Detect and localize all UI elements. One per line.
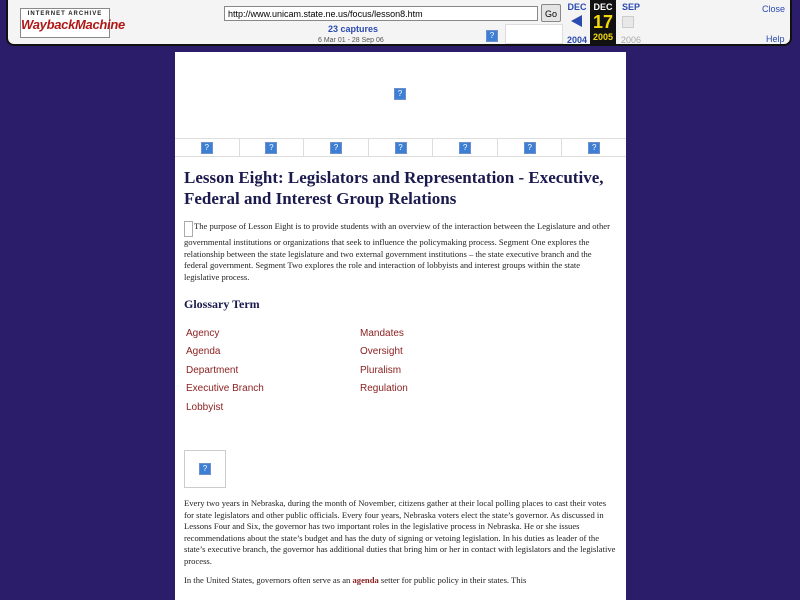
intro-text: The purpose of Lesson Eight is to provide students with an overview of the interaction between the Legislature and other governmental institutions or organizations that seek to influence the policymaking process. Segment One explores the relationship between the state legislature and two external government institutions – the state executive branch and the federal government. Segment Two explores the role and interaction of lobbyists and interest groups within the state legislative process. [184,221,610,282]
glossary-heading: Glossary Term [184,297,260,311]
prev-year-link[interactable]: 2004 [566,35,588,45]
nav-broken-image-icon: ? [395,142,407,154]
glossary-link-pluralism[interactable]: Pluralism [360,365,402,376]
glossary-link-department[interactable]: Department [186,365,239,376]
current-month: DEC [593,2,613,12]
glossary-link-oversight[interactable]: Oversight [360,346,403,357]
photo-broken-image-icon: ? [199,463,211,475]
glossary-list [184,328,617,428]
nav-item[interactable] [562,139,626,156]
current-capture-date [590,0,616,44]
nav-item[interactable] [240,139,305,156]
capture-sparkline[interactable] [505,24,563,44]
broken-image-marker [184,221,193,237]
close-link[interactable]: Close [762,4,786,14]
banner [175,52,626,139]
para2-text-after: setter for public policy in their states. This [378,575,527,585]
body-paragraph: Every two years in Nebraska, during the month of November, citizens gather at their local polling places to cast their votes for state legislators and other public officials. Every four years, Nebraska voters elect the state’s governor. As discussed in Lessons Four and Six, the governor has two important roles in the legislative process in Nebraska. He or she issues recommendations about the state’s budget and has the duty of signing or vetoing legislation. In his duties as leader of the state’s executive branch, the governor has additional duties that bring him or her in contact with legislators and the legislative process. [184,498,616,566]
nav-broken-image-icon: ? [524,142,536,154]
glossary-link-lobbyist[interactable]: Lobbyist [186,402,224,413]
glossary-link-mandates[interactable]: Mandates [360,328,404,339]
broken-image-icon: ? [486,30,498,42]
prev-month-link[interactable]: DEC [567,2,587,12]
next-year-label: 2006 [620,35,642,45]
banner-broken-image-icon: ? [394,88,406,100]
nav-broken-image-icon: ? [201,142,213,154]
capture-range: 6 Mar 01 - 28 Sep 06 [318,37,384,44]
nav-item[interactable] [304,139,369,156]
current-year: 2005 [592,32,614,42]
wayback-logo-top: INTERNET ARCHIVE [27,11,103,17]
lesson-content [175,157,626,587]
nav-broken-image-icon: ? [588,142,600,154]
nav-broken-image-icon: ? [265,142,277,154]
glossary-link-agency[interactable]: Agency [186,328,220,339]
para2-text-before: In the United States, governors often serve as an [184,575,353,585]
nav-broken-image-icon: ? [330,142,342,154]
next-capture-disabled-icon [622,16,634,28]
agenda-glossary-link[interactable]: agenda [352,575,379,585]
url-input[interactable]: http://www.unicam.state.ne.us/focus/lesson8.htm [224,6,538,21]
wayback-logo[interactable] [20,8,125,38]
nav-item[interactable] [433,139,498,156]
archived-page [175,52,626,600]
page-title: Lesson Eight: Legislators and Representation - Executive, Federal and Interest Group Relations [184,168,604,208]
go-button[interactable]: Go [541,4,561,22]
glossary-link-executive-branch[interactable]: Executive Branch [186,383,264,394]
nav-broken-image-icon: ? [459,142,471,154]
help-link[interactable]: Help [766,34,785,44]
nav-image-row [175,139,626,157]
glossary-link-regulation[interactable]: Regulation [360,383,408,394]
wayback-toolbar [6,0,792,46]
nav-item[interactable] [498,139,563,156]
body-paragraph [184,575,617,587]
intro-paragraph [184,221,617,283]
wayback-logo-main: WaybackMachine [21,17,125,32]
prev-capture-arrow-icon[interactable] [571,15,582,27]
nav-item[interactable] [369,139,434,156]
next-month-link[interactable]: SEP [621,2,640,12]
image-placeholder [184,450,226,488]
nav-item[interactable] [175,139,240,156]
captures-link[interactable]: 23 captures [328,24,379,34]
current-day: 17 [592,12,614,32]
glossary-link-agenda[interactable]: Agenda [186,346,221,357]
